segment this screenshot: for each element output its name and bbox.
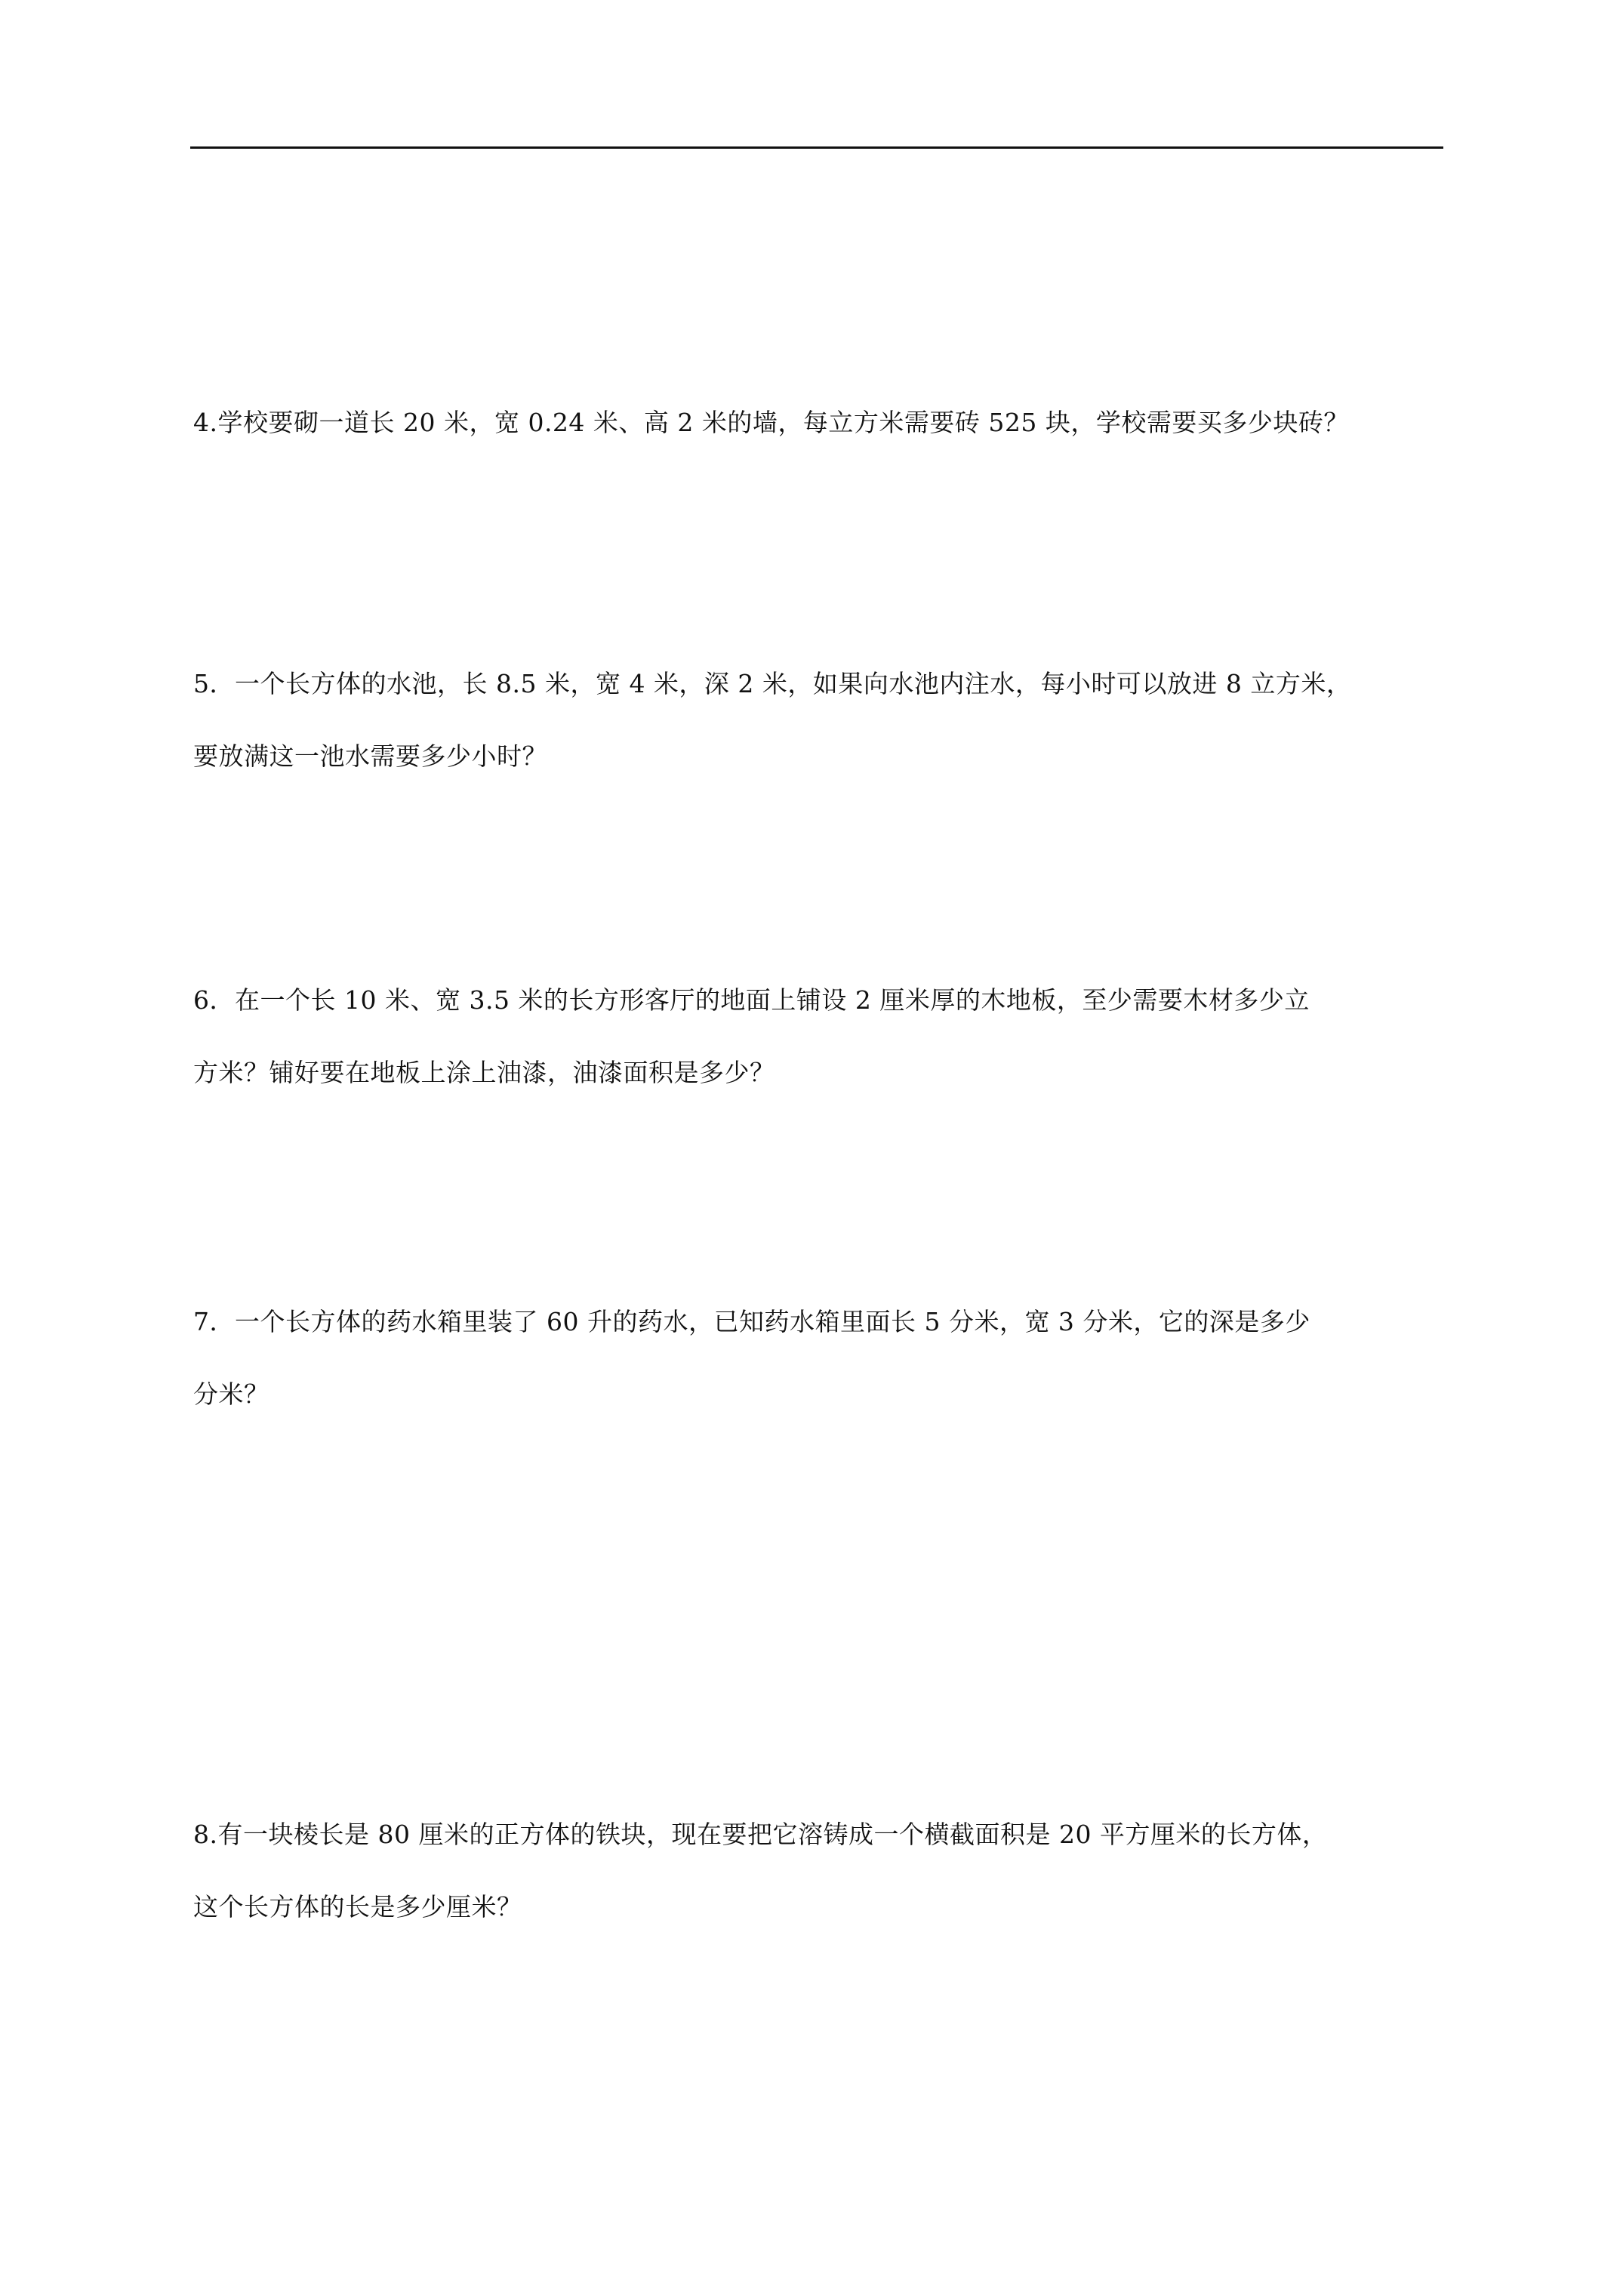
question-8-line-2: 这个长方体的长是多少厘米？	[193, 1892, 522, 1922]
question-6-line-2: 方米？铺好要在地板上涂上油漆，油漆面积是多少？	[193, 1058, 775, 1087]
question-7-line-2: 分米？	[193, 1379, 269, 1409]
question-4	[193, 387, 1446, 459]
question-8-line-1: 8.有一块棱长是 80 厘米的正方体的铁块，现在要把它溶铸成一个横截面积是 20 平方厘米的长方体，	[193, 1820, 1328, 1849]
question-5-line-1: 5．一个长方体的水池，长 8.5 米，宽 4 米，深 2 米，如果向水池内注水，每小时可以放进 8 立方米，	[193, 669, 1352, 698]
question-8	[193, 1798, 1446, 1943]
question-5	[193, 648, 1446, 793]
question-7-line-1: 7．一个长方体的药水箱里装了 60 升的药水，已知药水箱里面长 5 分米，宽 3 分米，它的深是多少	[193, 1307, 1310, 1336]
question-5-line-2: 要放满这一池水需要多少小时？	[193, 741, 547, 771]
question-7	[193, 1286, 1446, 1431]
question-4-line-1: 4.学校要砌一道长 20 米，宽 0.24 米、高 2 米的墙，每立方米需要砖 525 块，学校需要买多少块砖？	[193, 408, 1349, 437]
header-divider	[190, 146, 1443, 149]
question-6-line-1: 6．在一个长 10 米、宽 3.5 米的长方形客厅的地面上铺设 2 厘米厚的木地板，至少需要木材多少立	[193, 985, 1310, 1015]
question-6	[193, 964, 1446, 1109]
